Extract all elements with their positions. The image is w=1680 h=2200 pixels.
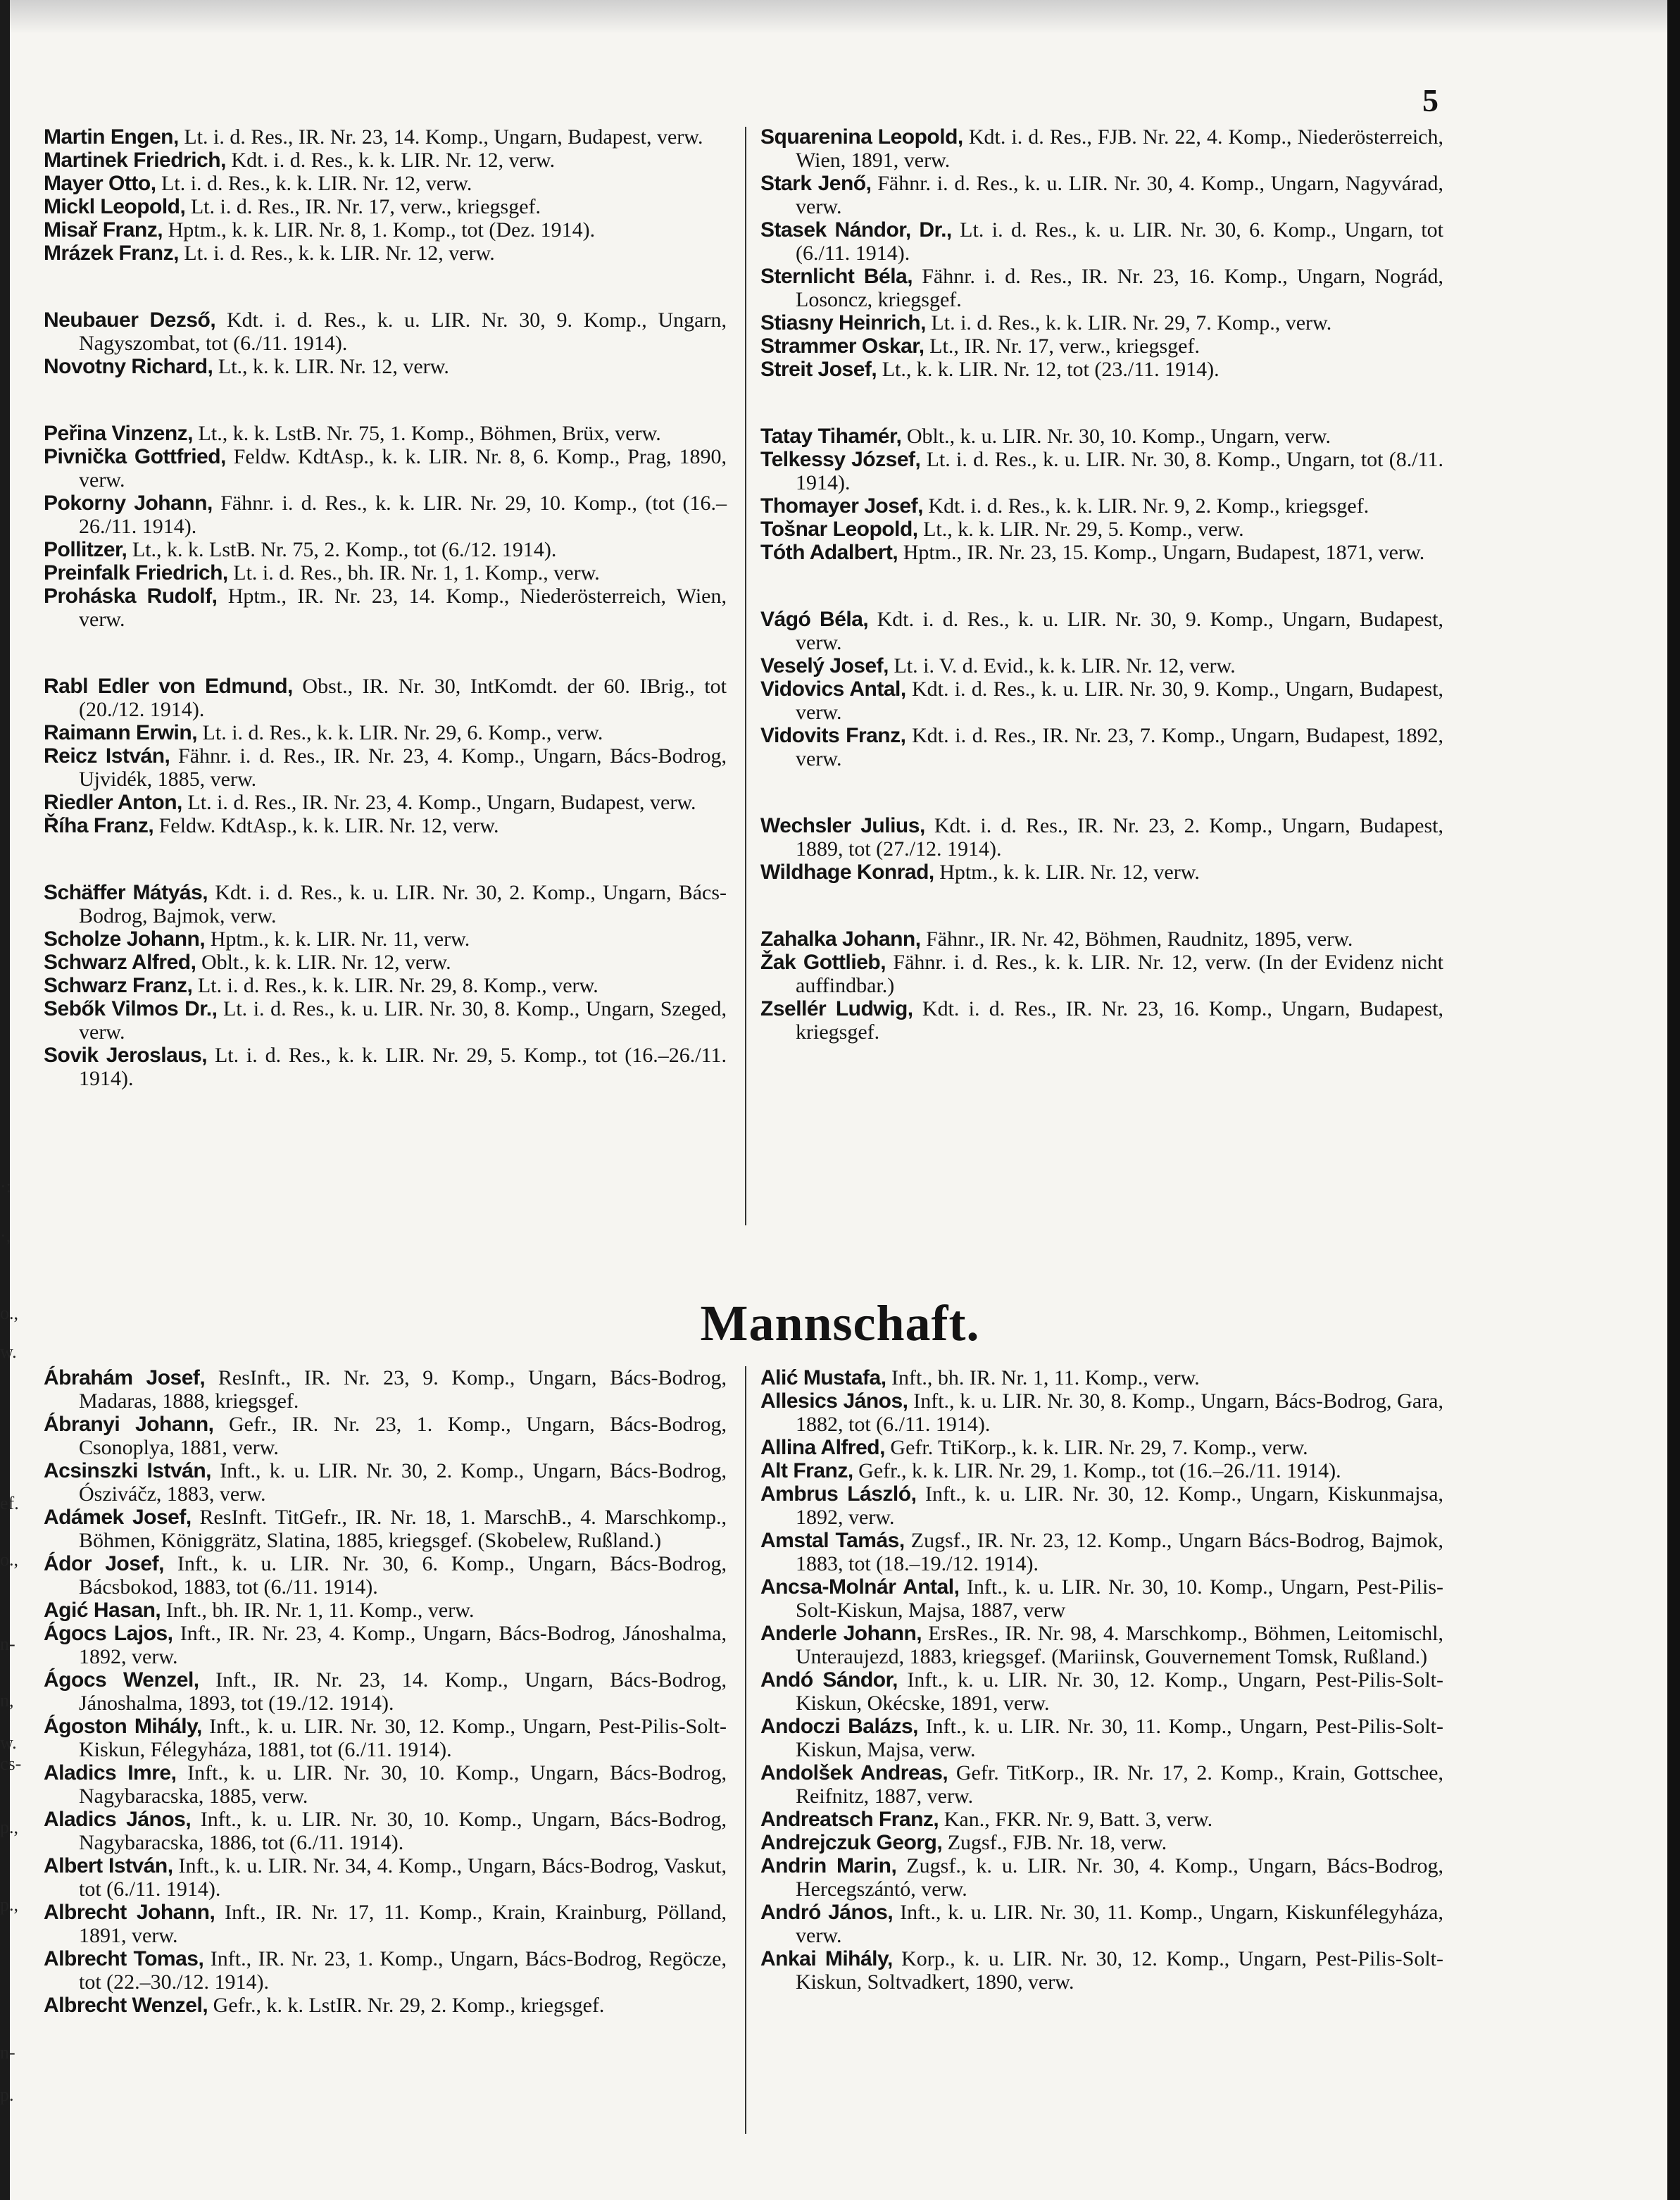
list-entry [44,538,727,561]
list-entry [760,677,1443,724]
list-entry [44,744,727,791]
entry-name: Rabl Edler von Edmund, [44,675,293,698]
entry-name: Mayer Otto, [44,172,156,195]
entry-details: Kdt. i. d. Res., k. u. LIR. Nr. 30, 2. Komp., Ungarn, Bács-Bodrog, Bajmok, verw. [79,881,727,927]
list-entry [760,1854,1443,1901]
list-entry [44,172,727,195]
entry-details: Kdt. i. d. Res., k. u. LIR. Nr. 30, 9. Komp., Ungarn, Budapest, verw. [796,608,1443,654]
entry-details: Gefr. TitKorp., IR. Nr. 17, 2. Komp., Krain, Gottschee, Reifnitz, 1887, verw. [796,1761,1443,1808]
entry-name: Adámek Josef, [44,1506,192,1529]
entry-details: Inft., k. u. LIR. Nr. 30, 12. Komp., Ungarn, Pest-Pilis-Solt-Kiskun, Félegyháza, 1881, tot (6./11. 1914). [79,1715,727,1761]
alphabet-group [44,308,727,378]
entry-name: Ágoston Mihály, [44,1715,202,1738]
entry-details: Hptm., IR. Nr. 23, 15. Komp., Ungarn, Budapest, 1871, verw. [898,541,1425,564]
margin-fragment: p., [0,1894,18,1915]
entry-details: Gefr., k. k. LIR. Nr. 29, 1. Komp., tot (16.–26./11. 1914). [853,1459,1341,1482]
margin-fragment: w. [0,1342,17,1362]
list-entry [44,951,727,974]
list-entry [760,1389,1443,1436]
list-entry [760,1436,1443,1459]
entry-name: Albert István, [44,1854,173,1877]
column-divider-top [745,127,746,1225]
entry-details: Inft., k. u. LIR. Nr. 30, 11. Komp., Ungarn, Pest-Pilis-Solt-Kiskun, Majsa, verw. [796,1715,1443,1761]
entry-details: Lt., k. k. LIR. Nr. 12, verw. [213,355,449,378]
entry-details: Kdt. i. d. Res., k. k. LIR. Nr. 12, verw. [225,149,556,172]
entry-name: Albrecht Wenzel, [44,1994,208,2017]
list-entry [44,1761,727,1808]
alphabet-group [760,814,1443,884]
entry-name: Tošnar Leopold, [760,518,918,541]
margin-fragment: ·: [0,1176,11,1196]
scan-right-edge [1667,0,1680,2200]
alphabet-group [760,125,1443,381]
entry-details: Kdt. i. d. Res., k. u. LIR. Nr. 30, 9. Komp., Ungarn, Nagyszombat, tot (6./11. 1914). [79,308,727,355]
entry-name: Squarenina Leopold, [760,125,963,149]
entry-name: Vágó Béla, [760,608,869,631]
entry-name: Amstal Tamás, [760,1529,905,1552]
list-entry [44,1668,727,1715]
list-entry [44,1715,727,1761]
entry-details: Kdt. i. d. Res., k. u. LIR. Nr. 30, 9. Komp., Ungarn, Budapest, verw. [796,677,1443,724]
entry-name: Thomayer Josef, [760,494,923,518]
list-entry [760,927,1443,951]
list-entry [760,997,1443,1044]
list-entry [44,1413,727,1459]
entry-name: Andó Sándor, [760,1668,898,1692]
list-entry [44,1854,727,1901]
margin-fragment: o., [0,1549,18,1570]
list-entry [44,1947,727,1994]
entry-details: Inft., bh. IR. Nr. 1, 11. Komp., verw. [161,1599,475,1622]
margin-fragment: w. [0,1732,17,1753]
list-entry [44,675,727,721]
entry-details: Lt. i. d. Res., IR. Nr. 23, 14. Komp., Ungarn, Budapest, verw. [178,125,703,149]
alphabet-group [760,608,1443,770]
entry-details: Oblt., k. u. LIR. Nr. 30, 10. Komp., Ungarn, verw. [901,425,1331,448]
entry-details: Lt. i. d. Res., IR. Nr. 17, verw., kriegsgef. [185,195,541,218]
entry-name: Ágocs Wenzel, [44,1668,199,1692]
entry-name: Schäffer Mátyás, [44,881,208,904]
margin-fragment: n, [0,1690,14,1711]
entry-name: Zahalka Johann, [760,927,921,951]
list-entry [760,1901,1443,1947]
entry-details: Lt. i. d. Res., k. u. LIR. Nr. 30, 8. Komp., Ungarn, tot (8./11. 1914). [796,448,1443,494]
entry-details: Inft., IR. Nr. 17, 11. Komp., Krain, Krainburg, Pölland, 1891, verw. [79,1901,727,1947]
entry-name: Tatay Tihamér, [760,425,902,448]
list-entry [760,608,1443,654]
entry-name: Albrecht Tomas, [44,1947,204,1970]
entry-name: Raimann Erwin, [44,721,198,744]
entry-details: Fähnr., IR. Nr. 42, Böhmen, Raudnitz, 1895, verw. [920,927,1353,951]
entry-details: Obst., IR. Nr. 30, IntKomdt. der 60. IBrig., tot (20./12. 1914). [79,675,727,721]
entry-details: Inft., k. u. LIR. Nr. 30, 6. Komp., Ungarn, Bács-Bodrog, Bácsbokod, 1883, tot (6./11. 1914). [79,1552,727,1599]
entry-name: Pokorny Johann, [44,492,213,515]
list-entry [760,518,1443,541]
list-entry [44,1459,727,1506]
entry-name: Mrázek Franz, [44,242,179,265]
list-entry [44,997,727,1044]
entry-name: Ancsa-Molnár Antal, [760,1575,960,1599]
entry-name: Ábrahám Josef, [44,1366,206,1389]
alphabet-group [760,425,1443,564]
entry-details: Lt. i. V. d. Evid., k. k. LIR. Nr. 12, verw. [888,654,1236,677]
entry-name: Schwarz Alfred, [44,951,196,974]
entry-name: Proháska Rudolf, [44,585,218,608]
entry-name: Telkessy József, [760,448,921,471]
entry-details: Gefr., k. k. LstIR. Nr. 29, 2. Komp., kriegsgef. [208,1994,605,2017]
entry-details: Feldw. KdtAsp., k. k. LIR. Nr. 12, verw. [153,814,499,837]
list-entry [760,1808,1443,1831]
entry-name: Aladics János, [44,1808,192,1831]
list-entry [760,425,1443,448]
entry-name: Sternlicht Béla, [760,265,913,288]
list-entry [44,1994,727,2017]
entry-details: Gefr. TtiKorp., k. k. LIR. Nr. 29, 7. Komp., verw. [884,1436,1308,1459]
entry-name: Andró János, [760,1901,894,1924]
page-number: 5 [1422,82,1438,118]
mannschaft-right-column [760,1366,1443,1994]
entry-details: Oblt., k. k. LIR. Nr. 12, verw. [196,951,451,974]
scan-left-edge [0,0,10,2200]
entry-name: Martin Engen, [44,125,179,149]
entry-name: Schwarz Franz, [44,974,193,997]
list-entry [760,218,1443,265]
list-entry [760,724,1443,770]
entry-name: Riedler Anton, [44,791,182,814]
entry-details: Lt., k. k. LstB. Nr. 75, 2. Komp., tot (6./12. 1914). [127,538,557,561]
entry-details: Fähnr. i. d. Res., k. u. LIR. Nr. 30, 4. Komp., Ungarn, Nagyvárad, verw. [796,172,1443,218]
list-entry [44,721,727,744]
entry-name: Allesics János, [760,1389,908,1413]
entry-details: Inft., IR. Nr. 23, 1. Komp., Ungarn, Bács-Bodrog, Regöcze, tot (22.–30./12. 1914). [79,1947,727,1994]
list-entry [44,242,727,265]
list-entry [760,1761,1443,1808]
scan-top-shadow [0,0,1680,34]
entry-details: Inft., bh. IR. Nr. 1, 11. Komp., verw. [886,1366,1200,1389]
list-entry [44,149,727,172]
list-entry [44,927,727,951]
entry-name: Veselý Josef, [760,654,889,677]
entry-details: Lt. i. d. Res., k. k. LIR. Nr. 29, 5. Komp., tot (16.–26./11. 1914). [79,1044,727,1090]
entry-name: Ágocs Lajos, [44,1622,173,1645]
entry-details: Kan., FKR. Nr. 9, Batt. 3, verw. [939,1808,1213,1831]
list-entry [760,951,1443,997]
list-entry [760,335,1443,358]
entry-name: Neubauer Dezső, [44,308,216,332]
entry-name: Allina Alfred, [760,1436,885,1459]
entry-details: Hptm., k. k. LIR. Nr. 11, verw. [205,927,470,951]
entry-details: Lt. i. d. Res., k. u. LIR. Nr. 30, 8. Komp., Ungarn, Szeged, verw. [79,997,727,1044]
alphabet-group [44,675,727,837]
list-entry [44,1044,727,1090]
list-entry [760,1459,1443,1482]
list-entry [760,1482,1443,1529]
list-entry [44,1901,727,1947]
entry-name: Misař Franz, [44,218,163,242]
list-entry [760,814,1443,861]
entry-name: Martinek Friedrich, [44,149,226,172]
margin-fragment: cs- [0,1754,22,1774]
entry-details: Fähnr. i. d. Res., IR. Nr. 23, 4. Komp., Ungarn, Bács-Bodrog, Ujvidék, 1885, verw. [79,744,727,791]
list-entry [760,1529,1443,1575]
officers-left-column [44,125,727,1134]
list-entry [44,1552,727,1599]
entry-name: Pollitzer, [44,538,127,561]
entry-name: Strammer Oskar, [760,335,924,358]
list-entry [760,1575,1443,1622]
entry-name: Stiasny Heinrich, [760,311,926,335]
list-entry [44,125,727,149]
list-entry [44,1622,727,1668]
entry-name: Wildhage Konrad, [760,861,934,884]
entry-name: Alt Franz, [760,1459,853,1482]
list-entry [760,1831,1443,1854]
entry-details: Kdt. i. d. Res., k. k. LIR. Nr. 9, 2. Komp., kriegsgef. [922,494,1369,518]
entry-details: ResInft., IR. Nr. 23, 9. Komp., Ungarn, Bács-Bodrog, Madaras, 1888, kriegsgef. [79,1366,727,1413]
entry-details: Inft., k. u. LIR. Nr. 30, 12. Komp., Ungarn, Pest-Pilis-Solt-Kiskun, Okécske, 1891, verw. [796,1668,1444,1715]
entry-name: Ábranyi Johann, [44,1413,214,1436]
entry-name: Novotny Richard, [44,355,213,378]
entry-name: Sebők Vilmos Dr., [44,997,218,1020]
entry-details: Zugsf., k. u. LIR. Nr. 30, 4. Komp., Ungarn, Bács-Bodrog, Hercegszántó, verw. [796,1854,1443,1901]
entry-name: Scholze Johann, [44,927,206,951]
entry-details: Fähnr. i. d. Res., k. k. LIR. Nr. 29, 10. Komp., (tot (16.–26./11. 1914). [79,492,727,538]
entry-details: Zugsf., IR. Nr. 23, 12. Komp., Ungarn Bács-Bodrog, Bajmok, 1883, tot (18.–19./12. 1914). [796,1529,1444,1575]
entry-details: Inft., IR. Nr. 23, 14. Komp., Ungarn, Bács-Bodrog, Jánoshalma, 1893, tot (19./12. 1914). [79,1668,727,1715]
entry-details: Hptm., k. k. LIR. Nr. 12, verw. [934,861,1200,884]
list-entry [760,311,1443,335]
entry-name: Mickl Leopold, [44,195,186,218]
entry-details: Inft., k. u. LIR. Nr. 30, 11. Komp., Ungarn, Kiskunfélegyháza, verw. [796,1901,1443,1947]
entry-name: Andrejczuk Georg, [760,1831,943,1854]
entry-details: Feldw. KdtAsp., k. k. LIR. Nr. 8, 6. Komp., Prag, 1890, verw. [79,445,727,492]
entry-details: Fähnr. i. d. Res., IR. Nr. 23, 16. Komp., Ungarn, Nográd, Losoncz, kriegsgef. [796,265,1443,311]
list-entry [760,1366,1443,1389]
list-entry [44,445,727,492]
list-entry [760,494,1443,518]
entry-details: ResInft. TitGefr., IR. Nr. 18, 1. MarschB., 4. Marschkomp., Böhmen, Königgrätz, Slatina, 1885, kriegsgef. (Skobelew, Rußland.) [79,1506,727,1552]
entry-name: Streit Josef, [760,358,877,381]
list-entry [760,265,1443,311]
entry-name: Žak Gottlieb, [760,951,886,974]
entry-details: Inft., k. u. LIR. Nr. 30, 10. Komp., Ungarn, Bács-Bodrog, Nagybaracska, 1886, tot (6./11. 1914). [79,1808,727,1854]
margin-fragment: ·, [0,1225,11,1246]
entry-name: Pivnička Gottfried, [44,445,226,468]
entry-name: Reicz István, [44,744,170,768]
entry-name: Andreatsch Franz, [760,1808,939,1831]
list-entry [760,1947,1443,1994]
list-entry [44,195,727,218]
entry-details: Inft., k. u. LIR. Nr. 30, 10. Komp., Ungarn, Bács-Bodrog, Nagybaracska, 1885, verw. [79,1761,727,1808]
list-entry [44,974,727,997]
entry-details: Gefr., IR. Nr. 23, 1. Komp., Ungarn, Bács-Bodrog, Csonoplya, 1881, verw. [79,1413,727,1459]
list-entry [44,308,727,355]
entry-details: Hptm., k. k. LIR. Nr. 8, 1. Komp., tot (Dez. 1914). [163,218,596,242]
entry-name: Ankai Mihály, [760,1947,893,1970]
list-entry [760,1622,1443,1668]
alphabet-group [44,422,727,631]
list-entry [44,814,727,837]
entry-name: Zsellér Ludwig, [760,997,913,1020]
entry-details: Lt. i. d. Res., k. k. LIR. Nr. 12, verw. [178,242,495,265]
entry-details: Inft., k. u. LIR. Nr. 30, 8. Komp., Ungarn, Bács-Bodrog, Gara, 1882, tot (6./11. 1914). [796,1389,1443,1436]
entry-details: Inft., k. u. LIR. Nr. 34, 4. Komp., Ungarn, Bács-Bodrog, Vaskut, tot (6./11. 1914). [79,1854,727,1901]
list-entry [760,125,1443,172]
list-entry [760,172,1443,218]
entry-details: ErsRes., IR. Nr. 98, 4. Marschkomp., Böhmen, Leitomischl, Unteraujezd, 1883, kriegsgef. (Mariinsk, Gouvernement Tomsk, Rußland.) [796,1622,1443,1668]
entry-name: Vidovics Antal, [760,677,906,701]
list-entry [44,218,727,242]
margin-fragment: p., [0,1817,18,1837]
entry-details: Kdt. i. d. Res., IR. Nr. 23, 7. Komp., Ungarn, Budapest, 1892, verw. [796,724,1443,770]
entry-name: Aladics Imre, [44,1761,177,1785]
entry-name: Acsinszki István, [44,1459,211,1482]
list-entry [760,654,1443,677]
entry-name: Stasek Nándor, Dr., [760,218,952,242]
entry-details: Inft., k. u. LIR. Nr. 30, 12. Komp., Ungarn, Kiskunmajsa, 1892, verw. [796,1482,1444,1529]
entry-details: Kdt. i. d. Res., FJB. Nr. 22, 4. Komp., Niederösterreich, Wien, 1891, verw. [796,125,1443,172]
entry-name: Ádor Josef, [44,1552,164,1575]
list-entry [44,881,727,927]
list-entry [44,492,727,538]
entry-details: Lt., k. k. LIR. Nr. 29, 5. Komp., verw. [917,518,1244,541]
entry-details: Lt. i. d. Res., IR. Nr. 23, 4. Komp., Ungarn, Budapest, verw. [182,791,696,814]
list-entry [44,355,727,378]
column-divider-bottom [745,1366,746,2134]
list-entry [760,448,1443,494]
alphabet-group [44,881,727,1090]
entry-details: Fähnr. i. d. Res., k. k. LIR. Nr. 12, verw. (In der Evidenz nicht auffindbar.) [796,951,1443,997]
entry-details: Lt., k. k. LIR. Nr. 12, tot (23./11. 1914). [877,358,1220,381]
list-entry [760,861,1443,884]
entry-name: Tóth Adalbert, [760,541,898,564]
entry-name: Preinfalk Friedrich, [44,561,228,585]
entry-details: Zugsf., FJB. Nr. 18, verw. [942,1831,1167,1854]
list-entry [760,1715,1443,1761]
list-entry [760,358,1443,381]
entry-details: Inft., k. u. LIR. Nr. 30, 10. Komp., Ungarn, Pest-Pilis-Solt-Kiskun, Majsa, 1887, verw [796,1575,1443,1622]
entry-name: Peřina Vinzenz, [44,422,194,445]
entry-details: Kdt. i. d. Res., IR. Nr. 23, 2. Komp., Ungarn, Budapest, 1889, tot (27./12. 1914). [796,814,1443,861]
entry-details: Lt. i. d. Res., bh. IR. Nr. 1, 1. Komp., verw. [227,561,600,585]
entry-name: Říha Franz, [44,814,154,837]
list-entry [44,1599,727,1622]
entry-details: Kdt. i. d. Res., IR. Nr. 23, 16. Komp., Ungarn, Budapest, kriegsgef. [796,997,1443,1044]
list-entry [44,1506,727,1552]
entry-details: Lt. i. d. Res., k. u. LIR. Nr. 30, 6. Komp., Ungarn, tot (6./11. 1914). [796,218,1443,265]
list-entry [760,1668,1443,1715]
entry-details: Lt., IR. Nr. 17, verw., kriegsgef. [924,335,1200,358]
margin-fragment: p. [0,2085,14,2105]
entry-name: Wechsler Julius, [760,814,925,837]
entry-details: Lt. i. d. Res., k. k. LIR. Nr. 29, 7. Komp., verw. [925,311,1332,335]
entry-name: Andolšek Andreas, [760,1761,948,1785]
margin-fragment: о., [0,1303,18,1323]
entry-name: Vidovits Franz, [760,724,906,747]
margin-fragment: n- [0,2042,15,2063]
entry-name: Agić Hasan, [44,1599,161,1622]
entry-name: Ambrus László, [760,1482,917,1506]
entry-details: Inft., k. u. LIR. Nr. 30, 2. Komp., Ungarn, Bács-Bodrog, Ósziváčz, 1883, verw. [79,1459,727,1506]
entry-details: Lt., k. k. LstB. Nr. 75, 1. Komp., Böhmen, Brüx, verw. [193,422,661,445]
alphabet-group [760,927,1443,1044]
entry-details: Lt. i. d. Res., k. k. LIR. Nr. 12, verw. [156,172,472,195]
entry-name: Andoczi Balázs, [760,1715,919,1738]
entry-name: Sovik Jeroslaus, [44,1044,208,1067]
list-entry [44,791,727,814]
list-entry [44,561,727,585]
entry-details: Lt. i. d. Res., k. k. LIR. Nr. 29, 6. Komp., verw. [197,721,603,744]
entry-name: Albrecht Johann, [44,1901,215,1924]
margin-fragment: n- [0,1634,15,1654]
entry-details: Hptm., IR. Nr. 23, 14. Komp., Niederösterreich, Wien, verw. [79,585,727,631]
entry-name: Alić Mustafa, [760,1366,886,1389]
entry-details: Inft., IR. Nr. 23, 4. Komp., Ungarn, Bács-Bodrog, Jánoshalma, 1892, verw. [79,1622,727,1668]
mannschaft-left-column [44,1366,727,2017]
list-entry [44,422,727,445]
entry-details: Lt. i. d. Res., k. k. LIR. Nr. 29, 8. Komp., verw. [192,974,598,997]
entry-name: Anderle Johann, [760,1622,922,1645]
list-entry [44,1366,727,1413]
section-title: Mannschaft. [700,1295,980,1351]
list-entry [760,541,1443,564]
alphabet-group [44,125,727,265]
entry-name: Andrin Marin, [760,1854,897,1877]
margin-fragment: ef. [0,1493,19,1513]
list-entry [44,585,727,631]
entry-name: Stark Jenő, [760,172,872,195]
officers-right-column [760,125,1443,1087]
entry-details: Korp., k. u. LIR. Nr. 30, 12. Komp., Ungarn, Pest-Pilis-Solt-Kiskun, Soltvadkert, 1890, verw. [796,1947,1443,1994]
list-entry [44,1808,727,1854]
